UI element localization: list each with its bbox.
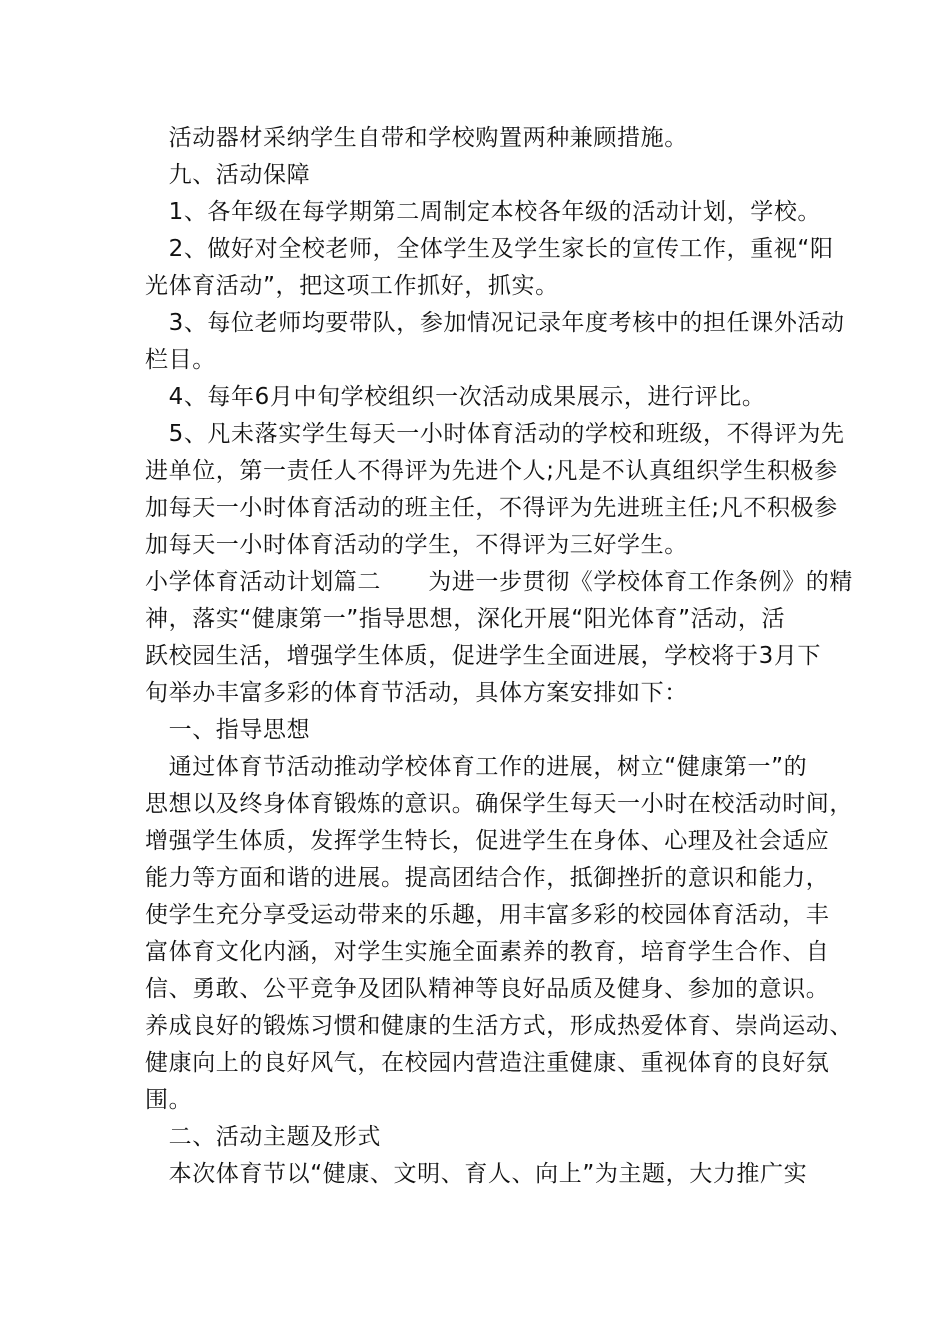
- text-line: 活动器材采纳学生自带和学校购置两种兼顾措施。: [145, 125, 688, 151]
- text-line: 光体育活动”，把这项工作抓好，抓实。: [145, 273, 559, 299]
- section-heading: 一、指导思想: [145, 717, 311, 743]
- text-line: 富体育文化内涵，对学生实施全面素养的教育，培育学生合作、自: [145, 939, 830, 965]
- text-line: 栏目。: [145, 347, 216, 373]
- text-line: 跃校园生活，增强学生体质，促进学生全面进展，学校将于3月下: [145, 643, 822, 669]
- text-line: 进单位，第一责任人不得评为先进个人;凡是不认真组织学生积极参: [145, 458, 838, 484]
- section-heading: 二、活动主题及形式: [145, 1124, 381, 1150]
- text-line: 增强学生体质，发挥学生特长，促进学生在身体、心理及社会适应: [145, 828, 830, 854]
- text-line: 使学生充分享受运动带来的乐趣，用丰富多彩的校园体育活动，丰: [145, 902, 830, 928]
- text-line: 神，落实“健康第一”指导思想，深化开展“阳光体育”活动，活: [145, 606, 786, 632]
- text-line: 健康向上的良好风气，在校园内营造注重健康、重视体育的良好氛: [145, 1050, 830, 1076]
- text-line: 旬举办丰富多彩的体育节活动，具体方案安排如下：: [145, 680, 688, 706]
- text-line: 小学体育活动计划篇二 为进一步贯彻《学校体育工作条例》的精: [145, 569, 853, 595]
- text-line: 5、凡未落实学生每天一小时体育活动的学校和班级，不得评为先: [145, 421, 845, 447]
- text-line: 4、每年6月中旬学校组织一次活动成果展示，进行评比。: [145, 384, 766, 410]
- text-line: 通过体育节活动推动学校体育工作的进展，树立“健康第一”的: [145, 754, 808, 780]
- text-line: 围。: [145, 1087, 193, 1113]
- section-heading: 九、活动保障: [145, 162, 311, 188]
- text-line: 1、各年级在每学期第二周制定本校各年级的活动计划，学校。: [145, 199, 822, 225]
- text-line: 2、做好对全校老师，全体学生及学生家长的宣传工作，重视“阳: [145, 236, 834, 262]
- text-line: 加每天一小时体育活动的学生，不得评为三好学生。: [145, 532, 688, 558]
- text-line: 3、每位老师均要带队，参加情况记录年度考核中的担任课外活动: [145, 310, 845, 336]
- text-line: 加每天一小时体育活动的班主任，不得评为先进班主任;凡不积极参: [145, 495, 838, 521]
- text-line: 能力等方面和谐的进展。提高团结合作，抵御挫折的意识和能力，: [145, 865, 830, 891]
- text-line: 本次体育节以“健康、文明、育人、向上”为主题，大力推广实: [145, 1161, 808, 1187]
- text-line: 思想以及终身体育锻炼的意识。确保学生每天一小时在校活动时间，: [145, 791, 853, 817]
- text-line: 养成良好的锻炼习惯和健康的生活方式，形成热爱体育、崇尚运动、: [145, 1013, 853, 1039]
- text-line: 信、勇敢、公平竞争及团队精神等良好品质及健身、参加的意识。: [145, 976, 830, 1002]
